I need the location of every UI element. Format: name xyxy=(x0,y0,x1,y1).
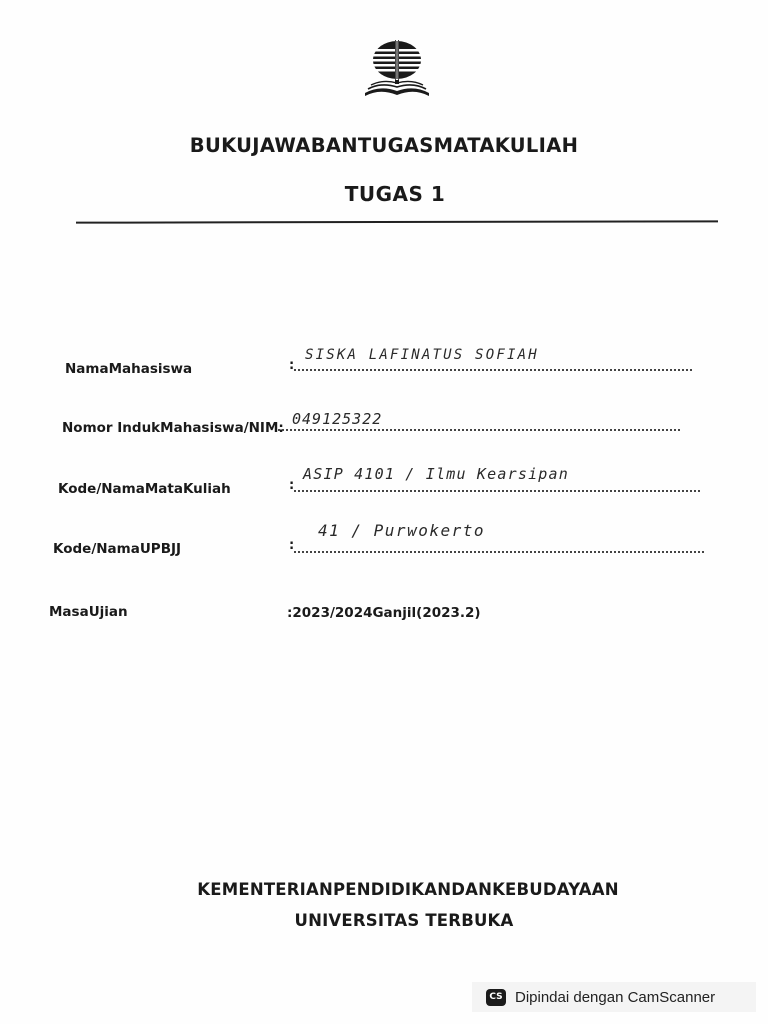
document-subtitle: TUGAS 1 xyxy=(344,182,446,206)
field-separator-upbjj: : xyxy=(289,538,295,553)
camscanner-watermark-text: Dipindai dengan CamScanner xyxy=(515,988,716,1006)
field-value-masa-ujian: :2023/2024Ganjil(2023.2) xyxy=(287,605,481,621)
field-value-nama: SISKA LAFINATUS SOFIAH xyxy=(305,347,539,363)
field-label-nim: Nomor IndukMahasiswa/NIM: xyxy=(62,420,284,436)
title-divider xyxy=(76,220,718,223)
field-dotted-line-upbjj xyxy=(294,551,704,553)
field-dotted-line-nama xyxy=(294,369,692,371)
field-value-upbjj: 41 / Purwokerto xyxy=(318,521,485,540)
field-value-mata-kuliah: ASIP 4101 / Ilmu Kearsipan xyxy=(303,465,569,483)
field-label-nama: NamaMahasiswa xyxy=(65,361,193,377)
field-dotted-line-nim xyxy=(278,429,680,431)
field-separator-mata-kuliah: : xyxy=(289,478,295,493)
field-separator-nama: : xyxy=(289,358,295,373)
document-title: BUKUJAWABANTUGASMATAKULIAH xyxy=(189,134,579,157)
field-label-upbjj: Kode/NamaUPBJJ xyxy=(53,541,182,557)
footer-ministry: KEMENTERIANPENDIDIKANDANKEBUDAYAAN xyxy=(197,880,619,899)
universitas-terbuka-logo-icon xyxy=(362,38,432,100)
field-value-nim: 049125322 xyxy=(292,410,383,428)
field-label-masa-ujian: MasaUjian xyxy=(49,604,128,620)
field-dotted-line-mata-kuliah xyxy=(294,490,700,492)
camscanner-logo-icon: CS xyxy=(486,989,506,1006)
camscanner-watermark xyxy=(472,982,756,1012)
footer-university: UNIVERSITAS TERBUKA xyxy=(294,911,514,930)
field-label-mata-kuliah: Kode/NamaMataKuliah xyxy=(58,481,231,497)
